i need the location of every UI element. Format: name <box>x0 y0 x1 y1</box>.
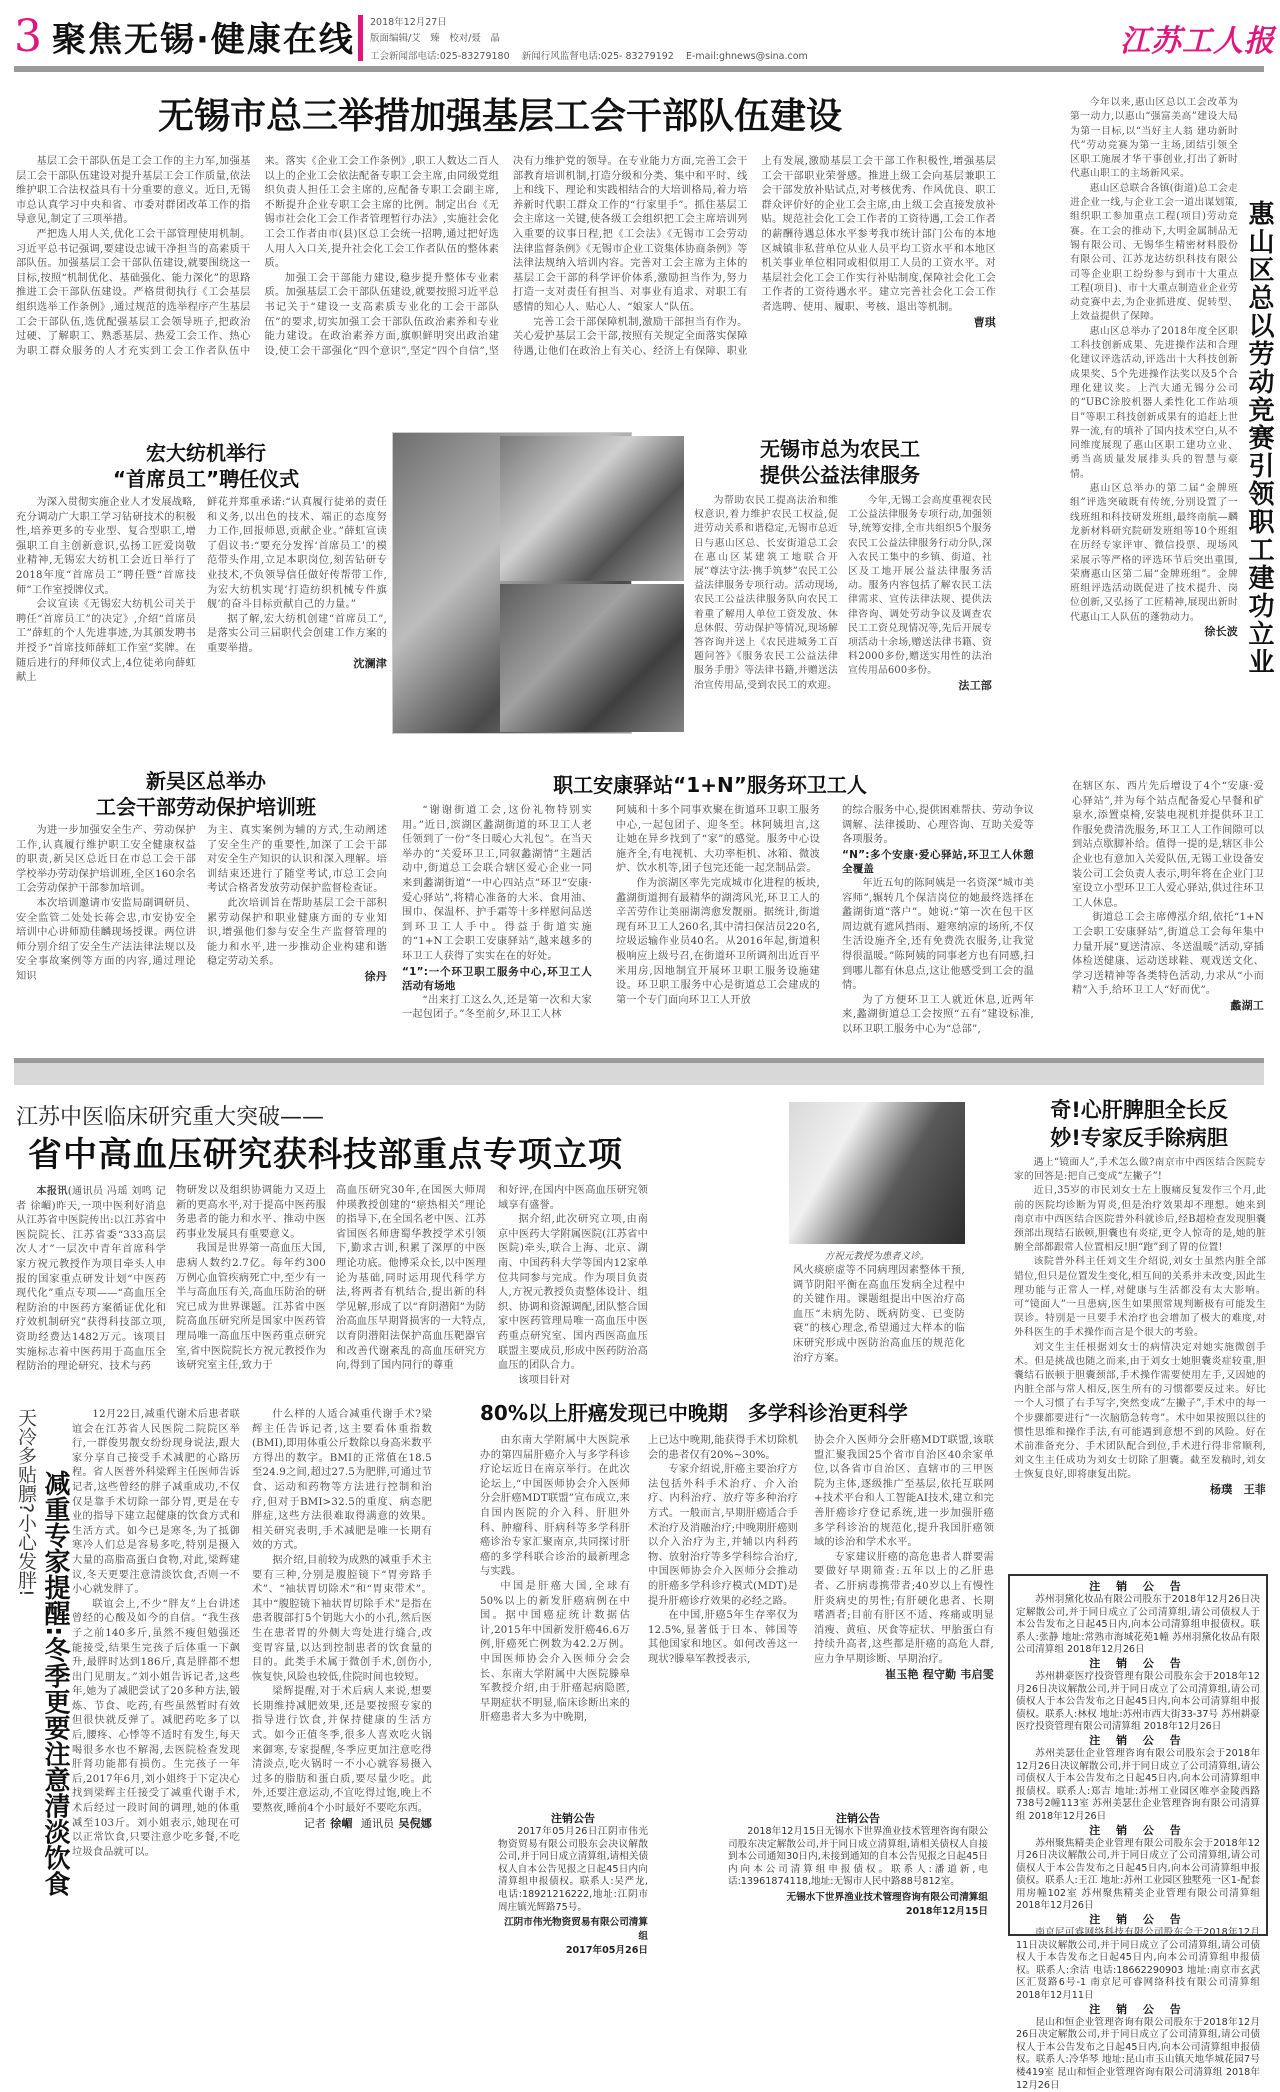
mirror-byline: 杨璞 王菲 <box>1210 1482 1266 1496</box>
email-address[interactable]: E-mail:ghnews@sina.com <box>685 51 808 62</box>
hypertension-col3: 高血压研究30年,在国医大师周仲瑛教授创建的“瘀热相关”理论的指导下,在全国名老中医、江苏省国医名师唐蜀华教授学术引领下,勤求古训,积累了深厚的中医理论功底。他博采众长,以中医理论为基础,同时运用现代科学方法,将两者有机结合,提出新的科学见解,形成了以“育阴潜阳”为防治高血压早期肾损害的一大特点,以育阴潜阳法保护高血压靶器官和改善代谢紊乱的高血压研究方向,得到了国内同行的尊重 <box>336 1185 486 1372</box>
hongda-byline: 沈澜津 <box>353 656 387 670</box>
hongda-col1: 为深入贯彻实施企业人才发展战略,充分调动广大职工学习钻研技术的积极性,培养更多的专业型、复合型职工,增强职工自主创新意识,弘扬工匠爱岗敬业精神,无锡宏大纺机工会近日举行了2018年度“首席员工”聘任暨“首席技师”工作室授牌仪式。 会议宣读《无锡宏大纺机公司关于聘任“首席员工”的决定》,介绍“首席员工”薛虹的个人先进事迹,为其颁发聘书并授予“首席技师薛虹工作室”奖牌。在随后进行的拜师仪式上,4位徒弟向薛虹献上 <box>16 497 196 684</box>
hypertension-kicker: 江苏中医临床研究重大突破—— <box>16 1105 325 1130</box>
masthead-logo: 江苏工人报 <box>1120 24 1275 59</box>
cancellation-notices-box <box>1008 1574 1268 2091</box>
huishan-vertical-headline: 惠山区总以劳动竞赛引领职工建功立业 <box>1244 200 1274 676</box>
notice-item: 注 销 公 告 苏州聚焦精美企业管理有限公司股东会于2018年12月26日决议解散公司,并于同日成立了公司清算组,请公司债权人于本公告发布之日起45日内,向本公司清算组申报债权。联系人:王江 地址:苏州工业园区独墅苑一区1-配套用房幢102室 苏州聚焦精美企业管理有限公司清算组 2018年12月26日 <box>1016 1823 1260 1912</box>
livercancer-col3: 协会介入医师分会肝癌MDT联盟,该联盟汇聚我国25个省市自治区40余家单位,以各省市自治区、直辖市的三甲医院为主体,逐级推广至基层,依托互联网+技术平台和人工智能AI技术,建立和完善肝癌诊疗登记系统,进一步加强肝癌多学科诊治的规范化,提升我国肝癌领域的诊治和学术水平。 专家建议肝癌的高危患者人群要需要做好早期筛查:五年以上的乙肝患者、乙肝病毒携带者;40岁以上有慢性肝炎病史的男性;有肝硬化患者、长期嗜酒者;目前有肝区不适、疼痛或明显消瘦、黄疸、厌食等症状、甲胎蛋白有持续升高者,这些都是肝癌的高危人群,应力争早期诊断、早期治疗。 崔玉艳 程守勤 韦启雯 <box>814 1435 994 1681</box>
photo-caption: 方祝元教授为患者义诊。 <box>824 1251 930 1262</box>
page-header <box>0 0 1280 72</box>
editors-line: 版面编辑/艾 臻 校对/聂 晶 <box>370 33 500 44</box>
xinwu-headline: 新吴区总举办 工会干部劳动保护培训班 <box>96 769 316 819</box>
section-divider-band <box>14 1063 1264 1085</box>
hypertension-col2: 物研发以及组织协调能力又迈上新的更高水平,对于提高中医药服务患者的能力和水平、推动中医药事业发展具有重要意义。 我国是世界第一高血压大国,患病人数约2.7亿。每年约300万例心血管疾病死亡中,至少有一半与高血压有关,高血压防治的研究已成为世界课题。江苏省中医院高血压研究所是国家中医药管理局唯一高血压中医药重点研究室,省中医院院长方祝元教授作为该研究室主任,致力于 <box>176 1185 326 1372</box>
weightloss-col1: 12月22日,减重代谢术后患者联谊会在江苏省人民医院二院院区举行,一群俊男靓女纷纷现身说法,跟大家分享自己接受手术减肥的心路历程。省人医普外科梁辉主任医师告诉记者,这些曾经的胖子减重成功,不仅仅是靠手术切除一部分胃,更是在专业的指导下建立起健康的饮食方式和生活方式。如今已是寒冬,为了抵御寒冷人们总是容易多吃,特别是摄入大量的高脂高蛋白食物,对此,梁辉建议,冬天更要注意清淡饮食,否则一不小心就发胖了。 联谊会上,不少“胖友”上台讲述曾经的心酸及如今的自信。“我生孩子之前140多斤,虽然不瘦但勉强还能接受,结果生完孩子后体重一下飙升,最胖时达到186斤,真是胖都不想出门见朋友。”刘小姐告诉记者,这些年,她为了减肥尝试了20多种方法,锻炼、节食、吃药,有些虽然暂时有效但很快就反弹了。减肥药吃多了以后,腰疼、心悸等不适时有发生,每天喝很多水也不解渴,去医院检查发现肝肾功能都有损伤。生完孩子一年后,2017年6月,刘小姐终于下定决心找到梁辉主任接受了减重代谢手术,术后经过一段时间的调理,她的体重减至103斤。刘小姐表示,她现在可以正常饮食,只要注意少吃多餐,不吃垃圾食品就可以。 <box>72 1409 240 1858</box>
lead-byline: 曹琪 <box>973 315 996 329</box>
lawservice-col2: 今年,无锡工会高度重视农民工公益法律服务专项行动,加强领导,统筹安排,全市共组织5个服务农民工公益法律服务行动分队,深入农民工集中的乡镇、街道、社区及工地开展公益法律服务活动。服务内容包括了解农民工法律需求、宣传法律法规、提供法律咨询、调处劳动争议及调查农民工工资兑现情况等,先后开展专项活动十余场,赠送法律书籍、资料2000多份,赠送实用性的法治宣传用品600多份。 法工部 <box>848 495 992 692</box>
lawservice-byline: 法工部 <box>958 678 992 692</box>
xinwu-col2: 为主、真实案例为辅的方式,生动阐述了安全生产的重要性,加深了工会干部对安全生产知识的认识和深入理解。培训结束还进行了随堂考试,市总工会向考试合格者发放劳动保护监督检查证。 此次培训旨在帮助基层工会干部积累劳动保护和职业健康方面的专业知识,增强他们参与安全生产监督管理的能力和水平,进一步推动企业构建和谐稳定劳动关系。 徐丹 <box>207 825 387 983</box>
ankang-byline: 蠡湖工 <box>1230 998 1264 1012</box>
livercancer-col2: 上已达中晚期,能获得手术切除机会的患者仅有20%~30%。 专家介绍说,肝癌主要治疗方法包括外科手术治疗、介入治疗、内科治疗、放疗等多种治疗方式。一般而言,早期肝癌适合手术治疗及消融治疗;中晚期肝癌则以介入治疗为主,并辅以内科药物、放射治疗等多学科综合治疗,中国医师协会介入医师分会推动的肝癌多学科诊疗模式(MDT)是提升肝癌诊疗效果的必经之路。 在中国,肝癌5年生存率仅为12.5%,显著低于日本、韩国等其他国家和地区。如何改善这一现状?滕皋军教授表示, <box>648 1435 798 1665</box>
hypertension-col5: 风火痰瘀虚等不同病理因素整体干预,调节阴阳平衡在高血压发病全过程中的关键作用。课题组提出中医治疗高血压“未病先防、既病防变、已变防衰”的核心理念,希望通过大样本的临床研究形成中医防治高血压的规范化治疗方案。 <box>793 1265 965 1364</box>
ankang-subhead-2: “N”:多个安康·爱心驿站,环卫工人休憩全覆盖 <box>842 848 1034 876</box>
supervise-phone: 新闻行风监督电话:025- 83279192 <box>521 51 674 62</box>
header-rule <box>14 66 1264 72</box>
notice-item: 注 销 公 告 苏州耕豪医疗投资管理有限公司股东会于2018年12月26日决议解散公司,并于同日成立了公司清算组,请公司债权人于本公告发布之日起45日内,向本公司清算组申报债权。联系人:林权 地址:苏州市西大街33-37号 苏州耕豪医疗投资管理有限公司清算组 2018年12月26日 <box>1016 1656 1260 1733</box>
huishan-byline: 徐长波 <box>1204 624 1238 638</box>
lawservice-col1: 为帮助农民工提高法治和维权意识,着力维护农民工权益,促进劳动关系和谐稳定,无锡市总近日与惠山区总、长安街道总工会在惠山区某建筑工地联合开展“尊法守法·携手筑梦”农民工公益法律服务专项行动。活动现场,农民工公益法律服务队向农民工着重了解用人单位工资发放、休息休假、劳动保护等情况,现场解答咨询并送上《农民进城务工百题问答》《服务农民工公益法律服务手册》等法律书籍,并赠送法治宣传用品,受到农民工的欢迎。 <box>694 495 838 691</box>
weightloss-headline: 减重专家提醒:冬季更要注意清淡饮食 <box>40 1470 70 1897</box>
ankang-headline: 职工安康驿站“1+N”服务环卫工人 <box>553 773 867 797</box>
weightloss-byline: 记者 徐嵋 通讯员 吴倪娜 <box>303 1816 432 1830</box>
section-title: 聚焦无锡·健康在线 <box>52 20 355 60</box>
notice-wuxi: 注销公告 2018年12月15日无锡水下世界渔业技术管理咨询有限公司股东决定解散公司,并于同日成立清算组,请相关债权人自接到本公司通知30日内,未接到通知的自本公告见报之日起45日内向本公司清算组申报债权。联系人:潘道新,电话:13961874118,地址:无锡市人民中路88号812室。 无锡水下世界渔业技术管理咨询有限公司清算组 2018年12月15日 <box>728 1812 988 1917</box>
huishan-sidebar-body: 今年以来,惠山区总以工会改革为第一动力,以惠山“强富美高”建设大局为第一目标,以“当好主人翁 建功新时代”劳动竞赛为第一主场,团结引领全区职工施展才华干事创业,打出了新时代惠山职工的主场新风采。 惠山区总联合各镇(街道)总工会走进企业一线,与企业工会一道出谋划策,组织职工参加重点工程(项目)劳动竞赛。在工会的推动下,大明金属制品无锡有限公司、无锡华生精密材料股份有限公司、江苏龙达纺织科技有限公司等企业职工纷纷参与到市十大重点工程(项目)、市十大重点制造业企业劳动竞赛中去,为企业抓进度、促转型、上效益提供了保障。 惠山区总举办了2018年度全区职工科技创新成果、先进操作法和合理化建议评选活动,评选出十大科技创新成果奖、5个先进操作法奖以及5个合理化建议奖。上汽大通无锡分公司的“UBC涂胶机器人柔性化工作站项目”等职工科技创新成果有的追赶上世界一流,有的填补了国内技术空白,从不同维度展现了惠山区职工建功立业、勇当高质量发展排头兵的智慧与豪情。 惠山区总举办的第二届“金牌班组”评选突破既有传统,分别设置了一线班组和科技研发班组,最终南航—麟龙新材料研究院研发班组等10个班组在历经专家评审、微信投票、现场风采展示等严格的评选环节后突出重围,荣膺惠山区第二届“金牌班组”。金牌班组评选活动既促进了技术提升、岗位创新,又弘扬了工匠精神,展现出新时代惠山工人队伍的蓬勃动力。 徐长波 <box>1070 97 1238 638</box>
news-phone: 工会新闻部电话:025-83279180 <box>370 51 510 62</box>
page-number: 3 <box>14 11 42 62</box>
contact-line <box>370 48 808 62</box>
lead-article-body: 基层工会干部队伍是工会工作的主力军,加强基层工会干部队伍建设对提升基层工会工作质量,依法维护职工合法权益具有十分重要的意义。近日,无锡市总认真学习中央和省、市委对群团改革工作的指导意见,制定了三项举措。 严把选人用人关,优化工会干部管理使用机制。习近平总书记强调,要建设忠诚干净担当的高素质干部队伍。加强基层工会干部队伍建设,就要围绕这一目标,按照“机制优化、基础强化、能力深化”的思路推进工会干部队伍建设。严格贯彻执行《工会基层组织选举工作条例》,通过规范的选举程序产生基层工会干部队伍,选优配强基层工会领导班子,把政治过硬、了解职工、熟悉基层、热爱工会工作、热心为职工群众服务的人才充实到工会工作者队伍中来。落实《企业工会工作条例》,职工人数达二百人以上的企业工会依法配备专职工会主席,由同级党组织负责人担任工会主席的,应配备专职工会副主席,不断提升企业专职工会主席的比例。制定出台《无锡市社会化工会工作者管理暂行办法》,实施社会化工会工作者由市(县)区总工会统一招聘,通过把好选人用人入口关,提升社会化工会工作者队伍的整体素质。 加强工会干部能力建设,稳步提升整体专业素质。加强基层工会干部队伍建设,就要按照习近平总书记关于“建设一支高素质专业化的工会干部队伍”的要求,切实加强工会干部队伍政治素养和专业能力建设。在政治素养方面,旗帜鲜明突出政治建设,使工会干部强化“四个意识”,坚定“四个自信”,坚决有力维护党的领导。在专业能力方面,完善工会干部教育培训机制,打造分级和分类、集中和平时、线上和线下、理论和实践相结合的大培训格局,着力培养新时代职工群众工作的“行家里手”。抓住基层工会主席这一关键,使各级工会组织把工会主席培训列入重要的议事日程,把《工会法》《无锡市工会劳动法律监督条例》《无锡市企业工资集体协商条例》等法律法规纳入培训内容。完善对工会主席为主体的基层工会干部的科学评价体系,激励担当作为,努力打造一支对责任有担当、对事业有追求、对职工有感情的知心人、贴心人、“娘家人”队伍。 完善工会干部保障机制,激励干部担当有作为。关心爱护基层工会干部,按照有关规定全面落实保障待遇,让他们在政治上有关心、经济上有保障、职业上有发展,激励基层工会干部工作积极性,增强基层工会干部职业荣誉感。推进上级工会向基层兼职工会干部发放补贴试点,对考核优秀、作风优良、职工群众评价好的企业工会主席,由上级工会直接发放补贴。规范社会化工会工作者的工资待遇,工会工作者的薪酬待遇总体水平参考我市统计部门公布的本地区城镇非私营单位从业人员平均工资水平和本地区机关事业单位相同或相似用工人员的工资水平。对基层社会化工会工作实行补贴制度,保障社会化工会工作者的工资待遇水平。建立完善社会化工会工作者选聘、使用、履职、考核、退出等机制。 曹琪 <box>16 156 996 357</box>
lawservice-photo-bottom <box>500 584 684 732</box>
doctor-photo <box>789 1102 965 1244</box>
weightloss-col2: 什么样的人适合减重代谢手术?梁辉主任告诉记者,这主要看体重指数(BMI),即用体重公斤数除以身高米数平方得出的数字。BMI的正常值在18.5至24.9之间,超过27.5为肥胖,可通过节食、运动和药物等方法进行控制和治疗,但对于BMI>32.5的重度、病态肥胖症,这些方法很难取得满意的效果。相关研究表明,手术减肥是唯一长期有效的方式。 据介绍,目前较为成熟的减重手术主要有三种,分别是腹腔镜下“胃旁路手术”、“袖状胃切除术”和“胃束带术”。其中“腹腔镜下袖状胃切除手术”是指在患者腹部打5个钥匙大小的小孔,然后医生在患者胃的外侧大弯处进行缝合,改变胃容量,以达到控制患者的饮食量的目的。此类手术属于微创手术,创伤小,恢复快,风险也较低,住院时间也较短。 梁辉提醒,对于术后病人来说,想要长期维持减肥效果,还是要按照专家的指导进行饮食,并保持健康的生活方式。如今正值冬季,很多人喜欢吃火锅来御寒,专家提醒,冬季应更加注意吃得清淡点,吃火锅时一不小心就容易摄入过多的脂肪和蛋白质,要尽量少吃。此外,还要注意运动,不宜吃得过饱,晚上不要熬夜,睡前4个小时最好不要吃东西。 记者 徐嵋 通讯员 吴倪娜 <box>252 1409 432 1830</box>
mirror-body: 遇上“镜面人”,手术怎么做?南京市中西医结合医院专家的回答是:把自己变成“左撇子”! 近日,35岁的市民刘女士左上腹痛反复发作三个月,此前的医院均诊断为胃炎,但是治疗效果却不理想。她来到南京市中西医结合医院普外科就诊后,经B超检查发现胆囊颈部出现结石嵌顿,胆囊也有炎症,更令人惊奇的是,她的脏腑全部都跟常人位置相反!胆“跑”到了胃的位置! 该院普外科主任刘文生介绍说,刘女士虽然内脏全部错位,但只是位置发生变化,相互间的关系并未改变,因此生理功能与正常人一样,对健康与生活都没有太大影响。可“镜面人”一旦患病,医生如果照常规判断极有可能发生误诊。特别是一旦要手术治疗也会增加了极大的难度,对外科医生的手术操作而言是个很大的考验。 刘文生主任根据刘女士的病情决定对她实施微创手术。但是挑战也随之而来,由于刘女士她胆囊炎症较重,胆囊结石嵌顿于胆囊颈部,手术操作需要使用左手,又因她的内脏全部与常人相反,医生所有的习惯都要反过来。好比一个人习惯了右手写字,突然变成“左撇子”,手术中的每一个步骤都要进行“一次脑筋急转弯”。术中如果按照以往的惯性思维和操作手法,有可能遇到意想不到的风险。好在术前准备充分、手术团队配合到位,手术进行得非常顺利,刘文生主任成功为刘女士切除了胆囊。截至发稿时,刘女士恢复良好,即将康复出院。 杨璞 王菲 <box>1014 1157 1266 1496</box>
notice-item: 注 销 公 告 南京尼可睿网络科技有限公司股东会于2018年12月11日决议解散公司,并于同日成立了公司清算组,请公司债权人于本告发布之日起45日内,向本公司清算组申报债权。联系人:余洁 电话:18662290903 地址:南京市玄武区汇贤路6号-1 南京尼可睿网络科技有限公司清算组 2018年12月11日 <box>1016 1913 1260 2002</box>
ankang-col3: 的综合服务中心,提供困难帮扶、劳动争议调解、法律援助、心理咨询、互助关爱等各项服务。 “N”:多个安康·爱心驿站,环卫工人休憩全覆盖 年近五旬的陈阿姨是一名资深“城市美容师”,辗转几个保洁岗位的她最终选择在蠡湖街道“落户”。她说:“第一次在包干区周边就有遮风挡雨、避寒纳凉的场所,不仅生活设施齐全,还有免费洗衣服务,让我觉得很温暖。”陈阿姨的同事老方也有同感,扫到哪儿都有休息点,这让他感受到工会的温情。 为了方便环卫工人就近休息,近两年来,蠡湖街道总工会按照“五有”建设标准,以环卫职工服务中心为“总部”, <box>842 805 1034 1035</box>
lead-headline: 无锡市总三举措加强基层工会干部队伍建设 <box>157 96 842 137</box>
notice-item: 注 销 公 告 昆山和恒企业管理咨询有限公司股东于2018年12月26日决定解散公司,并于同日成立了公司清算组,请公司债权人于本公告发布之日起45日内,向本公司清算组申报债权。联系人:冷华琴 地址:昆山市玉山镇天地华城花园7号楼419室 昆山和恒企业管理咨询有限公司清算组 2018年12月26日 <box>1016 2002 1260 2091</box>
hongda-headline: 宏大纺机举行 “首席员工”聘任仪式 <box>112 441 300 491</box>
ankang-col1: “谢谢街道工会,这份礼物特别实用。”近日,滨湖区蠡湖街道的环卫工人老任领到了一份“冬日暖心大礼包”。在当天举办的“关爱环卫工,同叙蠡湖情”主题活动中,街道总工会联合辖区爱心企业一同来到蠡湖街道“一中心四站点”环卫“安康·爱心驿站”,将精心准备的大米、食用油、围巾、保温杯、护手霜等十多样慰问品送到环卫工人手中。得益于街道实施的“1+N工会职工安康驿站”,越来越多的环卫工人获得了实实在在的好处。 “1”:一个环卫职工服务中心,环卫工人活动有场地 “出来打工这么久,还是第一次和大家一起包团子。”冬至前夕,环卫工人林 <box>402 805 592 1021</box>
notice-item: 注 销 公 告 苏州美瑟仕企业管理咨询有限公司股东会于2018年12月26日决议解散公司,并于同日成立了公司清算组,请公司债权人于本公告发布之日起45日内,向本公司清算组申报债权。联系人:郑吉 地址:苏州工业园区唯亭金陵西路738号2幢113室 苏州美瑟仕企业管理咨询有限公司清算组 2018年12月26日 <box>1016 1733 1260 1822</box>
issue-date: 2018年12月27日 <box>370 17 447 28</box>
ankang-col4: 在辖区东、西片先后增设了4个“安康·爱心驿站”,并为每个站点配备爱心早餐和矿泉水,添置桌椅,安装电视机并提供环卫工作服免费清洗服务,环卫工人工作间隙可以到站点歇脚补给。值得一提的是,辖区非公企业也有意加入关爱队伍,无锡工业设备安装公司工会负责人表示,明年将在企业门卫室设立小型环卫工人爱心驿站,供过往环卫工人休息。 街道总工会主席傅泓介绍,依托“1+N工会职工安康驿站”,街道总工会每年集中力量开展“夏送清凉、冬送温暖”活动,穿插体检送健康、运动送球鞋、观戏送文化、学习送精神等各类特色活动,力求从“小而精”入手,给环卫工人“好而优”。 蠡湖工 <box>1072 781 1264 1012</box>
livercancer-headline: 80%以上肝癌发现已中晚期 多学科诊治更科学 <box>480 1401 908 1425</box>
notice-jiangyin: 注销公告 2017年05月26日江阴市伟光物资贸易有限公司股东会决议解散公司,并于同日成立清算组,请相关债权人自本公告见报之日起45日内向清算组申报债权。联系人:吴严龙,电话:18921216222,地址:江阴市周庄镇光辉路75号。 江阴市伟光物资贸易有限公司清算组 2017年05月26日 <box>498 1812 649 1957</box>
mirror-headline: 奇!心肝脾胆全长反 妙!专家反手除病胆 <box>1050 1098 1228 1150</box>
weightloss-kicker: 天冷多贴膘?小心发胖! <box>15 1408 37 1597</box>
lawservice-headline: 无锡市总为农民工 提供公益法律服务 <box>760 437 920 487</box>
hypertension-col4: 和好评,在国内中医高血压研究领域享有盛誉。 据介绍,此次研究立项,由南京中医药大学附属医院(江苏省中医院)牵头,联合上海、北京、湖南、中国药科大学等国内12家单位共同参与完成。作为项目负责人,方祝元教授负责整体设计、组织、协调和资源调配,团队整合国家中医药管理局唯一高血压中医药重点研究室、国内西医高血压联盟主要成员,形成中医药防治高血压的团队合力。 该项目针对 <box>498 1185 648 1386</box>
hypertension-col1: 本报讯(通讯员 冯瑶 刘鸣 记者 徐嵋)昨天,一项中医利好消息从江苏省中医院传出:以江苏省中医院院长、江苏省委“333高层次人才”一层次中青年首席科学家方祝元教授作为项目牵头人申报的国家重点研发计划“中医药现代化”重点专项——“高血压全程防治的中医药方案循证优化和疗效机制研究”获得科技部立项,资助经费达1482万元。该项目实施标志着中医药用于高血压全程防治的理论研究、技术与药 <box>16 1185 167 1373</box>
lawservice-photo-top <box>500 436 684 581</box>
header-accent-bar <box>358 15 363 61</box>
livercancer-byline: 崔玉艳 程守勤 韦启雯 <box>885 1667 994 1681</box>
xinwu-byline: 徐丹 <box>364 969 387 983</box>
lead-reporters: (通讯员 冯瑶 刘鸣 记者 徐嵋) <box>16 1186 166 1212</box>
ankang-col2: 阿姨和十多个同事欢聚在街道环卫职工服务中心,一起包团子、迎冬至。林阿姨坦言,这让她在异乡找到了“家”的感觉。服务中心设施齐全,有电视机、大功率柜机、冰箱、微波炉、饮水机等,团子包完还能一起烹制品尝。 作为滨湖区率先完成城市化进程的板块,蠡湖街道拥有最精华的湖湾风光,环卫工人的辛苦劳作让美丽湖湾愈发靓丽。据统计,街道现有环卫工人260名,其中清扫保洁员220名,垃圾运输作业员40名。从2016年起,街道积极响应上级号召,在街道环卫所调剂出近百平米用房,因地制宜开展环卫职工服务设施建设。环卫职工服务中心是街道总工会建成的第一个专门面向环卫工人开放 <box>616 805 820 1006</box>
xinwu-col1: 为进一步加强安全生产、劳动保护工作,认真履行维护职工安全健康权益的职责,新吴区总近日在市总工会干部学校举办劳动保护培训班,全区160余名工会劳动保护干部参加培训。 本次培训邀请市安监局副调研员、安全监管二处处长蒋会忠,市安协安全培训中心讲师励佳麟现场授课。两位讲师分别介绍了安全生产法法律法规以及安全事故案例等方面的内容,通过理论知识 <box>16 825 196 982</box>
hongda-col2: 鲜花并郑重承诺:“认真履行徒弟的责任和义务,以出色的技术、端正的态度努力工作,回报师恩,贡献企业。”薛虹宣读了倡议书:“要充分发挥‘首席员工’的模范带头作用,立足本职岗位,刻苦钻研专业技术,不负领导信任做好传帮带工作,为宏大纺机实现‘打造纺织机械专件旗舰’的奋斗目标贡献自己的力量。” 据了解,宏大纺机创建“首席员工”,是落实公司三届职代会创建工作方案的重要举措。 沈澜津 <box>207 497 387 670</box>
lead-label: 本报讯 <box>36 1185 68 1197</box>
livercancer-col1: 由东南大学附属中大医院承办的第四届肝癌介入与多学科诊疗论坛近日在南京举行。在此次论坛上,“中国医师协会介入医师分会肝癌MDT联盟”宣布成立,来自国内医院的介入科、肝胆外科、肿瘤科、肝病科等多学科肝癌诊治专家汇聚南京,共同探讨肝癌的多学科联合诊治的最新理念与实践。 中国是肝癌大国,全球有50%以上的新发肝癌病例在中国。据中国癌症统计数据估计,2015年中国新发肝癌46.6万例,肝癌死亡例数为42.2万例。中国医师协会介入医师分会会长、东南大学附属中大医院滕皋军教授介绍,由于肝癌起病隐匿,早期症状不明显,临床诊断出来的肝癌患者大多为中晚期, <box>480 1435 630 1724</box>
notice-item: 注 销 公 告 苏州羽黛化妆品有限公司股东于2018年12月26日决定解散公司,并于同日成立了公司清算组,请公司债权人于本公告发布之日起45日内,向本公司清算组申报债权。联系人:张静 地址:常熟市海城花苑1幢 苏州羽黛化妆品有限公司清算组 2018年12月26日 <box>1016 1580 1260 1656</box>
hypertension-headline: 省中高血压研究获科技部重点专项立项 <box>28 1135 623 1175</box>
ankang-subhead-1: “1”:一个环卫职工服务中心,环卫工人活动有场地 <box>402 965 592 993</box>
